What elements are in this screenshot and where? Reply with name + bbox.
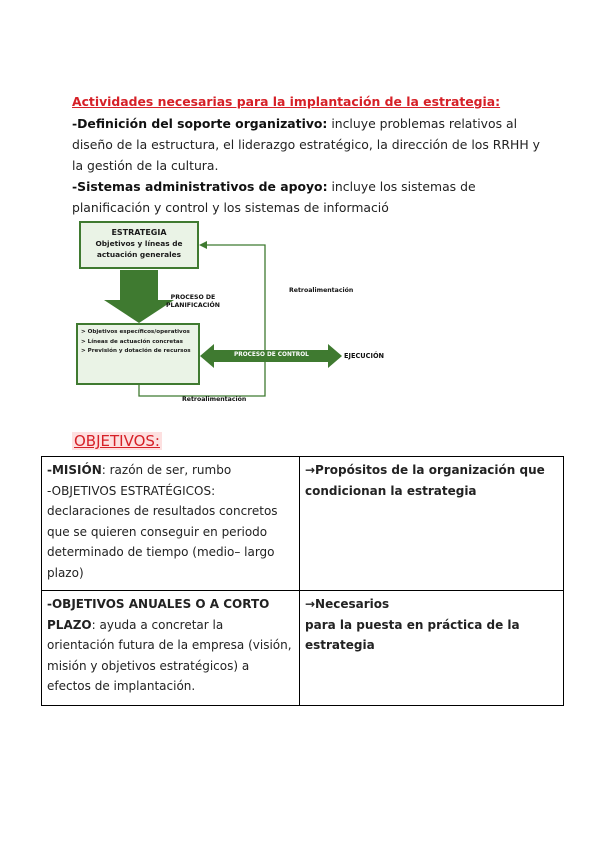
term-soporte-organizativo: -Definición del soporte organizativo: bbox=[72, 116, 328, 131]
feedback-label-bottom: Retroalimentación bbox=[182, 396, 247, 403]
planning-label-line1: PROCESO DE bbox=[170, 294, 216, 301]
execution-label: EJECUCIÓN bbox=[344, 352, 385, 360]
planning-down-arrow bbox=[104, 270, 174, 323]
term-objetivos-estrategicos: -OBJETIVOS ESTRATÉGICOS bbox=[47, 483, 212, 498]
term-mision: -MISIÓN bbox=[47, 463, 102, 477]
strategy-box-line1: Objetivos y líneas de bbox=[95, 239, 183, 248]
operational-item-3: > Previsión y dotación de recursos bbox=[81, 348, 191, 354]
feedback-arrowhead bbox=[199, 241, 207, 249]
table-cell-mision bbox=[42, 457, 300, 591]
table-cell-objetivos-anuales bbox=[42, 591, 300, 706]
operational-item-1: > Objetivos específicos/operativos bbox=[81, 329, 190, 335]
necesarios-line1: →Necesarios bbox=[305, 597, 390, 611]
term-objetivos-anuales: -OBJETIVOS ANUALES O A CORTO PLAZO bbox=[47, 597, 270, 632]
operational-item-2: > Líneas de actuación concretas bbox=[81, 338, 184, 345]
table-cell-necesarios bbox=[300, 591, 564, 706]
section-heading: Actividades necesarias para la implantación de la estrategia: bbox=[72, 94, 501, 109]
table-row bbox=[42, 457, 564, 591]
planning-label bbox=[166, 294, 220, 310]
strategy-box bbox=[79, 221, 199, 269]
objetivos-title: OBJETIVOS: bbox=[74, 432, 160, 450]
term-sistemas-administrativos: -Sistemas administrativos de apoyo: bbox=[72, 179, 328, 194]
desc-soporte-organizativo: incluye problemas relativos al diseño de la estructura, el liderazgo estratégico, la dirección de los RRHH y la gestión de la cultura. bbox=[72, 116, 540, 173]
desc-objetivos-anuales: : ayuda a concretar la orientación futura de la empresa (visión, misión y objetivos estratégicos) a efectos de implantación. bbox=[47, 617, 292, 693]
necesarios-line2: para la puesta en práctica de la estrategia bbox=[305, 617, 520, 652]
table-row bbox=[42, 591, 564, 706]
desc-objetivos-estrategicos: : declaraciones de resultados concretos que se quieren conseguir en periodo determinado de tiempo (medio– largo plazo) bbox=[47, 483, 278, 580]
control-process-label: PROCESO DE CONTROL bbox=[234, 352, 309, 358]
operational-box bbox=[76, 323, 200, 385]
strategy-box-line2: actuación generales bbox=[96, 250, 182, 259]
table-cell-propositos: →Propósitos de la organización que condicionan la estrategia bbox=[300, 457, 564, 591]
desc-mision: : razón de ser, rumbo bbox=[101, 463, 232, 477]
desc-sistemas-administrativos: incluye los sistemas de planificación y control y los sistemas de informació bbox=[72, 179, 476, 215]
planning-label-line2: PLANIFICACIÓN bbox=[166, 302, 220, 309]
feedback-label-right: Retroalimentación bbox=[289, 287, 354, 294]
strategy-box-title: ESTRATEGIA bbox=[111, 228, 167, 237]
objetivos-table bbox=[41, 456, 564, 706]
